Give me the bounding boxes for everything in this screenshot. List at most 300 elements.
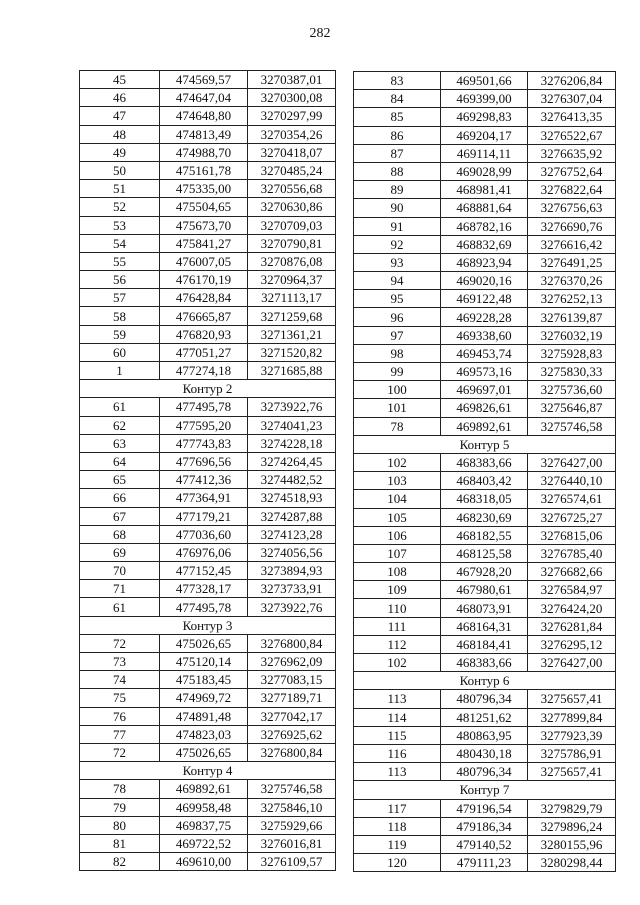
point-number-cell: 116: [354, 744, 441, 762]
point-number-cell: 65: [80, 471, 160, 489]
table-row: [80, 125, 336, 143]
x-coordinate-cell: 476007,05: [160, 252, 248, 270]
point-number-cell: 81: [80, 834, 160, 852]
x-coordinate-cell: 469501,66: [441, 72, 528, 90]
table-row: [354, 108, 616, 126]
table-row: [80, 107, 336, 125]
y-coordinate-cell: 3277083,15: [248, 671, 336, 689]
point-number-cell: 113: [354, 690, 441, 708]
coordinates-table-right: [353, 71, 616, 872]
y-coordinate-cell: 3274123,28: [248, 525, 336, 543]
x-coordinate-cell: 468073,91: [441, 599, 528, 617]
table-row: [354, 453, 616, 471]
x-coordinate-cell: 475026,65: [160, 743, 248, 761]
y-coordinate-cell: 3270387,01: [248, 71, 336, 89]
section-header-row: [354, 781, 616, 799]
table-row: [354, 235, 616, 253]
x-coordinate-cell: 468182,55: [441, 526, 528, 544]
x-coordinate-cell: 480430,18: [441, 744, 528, 762]
y-coordinate-cell: 3275746,58: [248, 780, 336, 798]
x-coordinate-cell: 481251,62: [441, 708, 528, 726]
table-row: [80, 143, 336, 161]
section-header-row: [354, 672, 616, 690]
point-number-cell: 105: [354, 508, 441, 526]
x-coordinate-cell: 467980,61: [441, 581, 528, 599]
point-number-cell: 102: [354, 453, 441, 471]
point-number-cell: 49: [80, 143, 160, 161]
coordinates-table-left: [79, 70, 336, 871]
table-row: [80, 798, 336, 816]
point-number-cell: 94: [354, 272, 441, 290]
y-coordinate-cell: 3275657,41: [528, 690, 616, 708]
x-coordinate-cell: 475161,78: [160, 161, 248, 179]
x-coordinate-cell: 469892,61: [441, 417, 528, 435]
x-coordinate-cell: 469697,01: [441, 381, 528, 399]
table-row: [354, 654, 616, 672]
x-coordinate-cell: 468923,94: [441, 253, 528, 271]
x-coordinate-cell: 477328,17: [160, 580, 248, 598]
point-number-cell: 96: [354, 308, 441, 326]
point-number-cell: 119: [354, 835, 441, 853]
x-coordinate-cell: 474647,04: [160, 89, 248, 107]
x-coordinate-cell: 474569,57: [160, 71, 248, 89]
y-coordinate-cell: 3274056,56: [248, 543, 336, 561]
y-coordinate-cell: 3274041,23: [248, 416, 336, 434]
y-coordinate-cell: 3276491,25: [528, 253, 616, 271]
table-row: [80, 634, 336, 652]
table-row: [80, 198, 336, 216]
table-row: [80, 325, 336, 343]
y-coordinate-cell: 3270964,37: [248, 271, 336, 289]
y-coordinate-cell: 3270790,81: [248, 234, 336, 252]
x-coordinate-cell: 475026,65: [160, 634, 248, 652]
point-number-cell: 54: [80, 234, 160, 252]
point-number-cell: 59: [80, 325, 160, 343]
y-coordinate-cell: 3276295,12: [528, 635, 616, 653]
point-number-cell: 48: [80, 125, 160, 143]
x-coordinate-cell: 469958,48: [160, 798, 248, 816]
point-number-cell: 1: [80, 362, 160, 380]
point-number-cell: 104: [354, 490, 441, 508]
table-row: [80, 689, 336, 707]
x-coordinate-cell: 468318,05: [441, 490, 528, 508]
x-coordinate-cell: 477364,91: [160, 489, 248, 507]
y-coordinate-cell: 3276725,27: [528, 508, 616, 526]
point-number-cell: 118: [354, 817, 441, 835]
point-number-cell: 71: [80, 580, 160, 598]
table-row: [80, 834, 336, 852]
point-number-cell: 57: [80, 289, 160, 307]
y-coordinate-cell: 3276522,67: [528, 126, 616, 144]
y-coordinate-cell: 3276032,19: [528, 326, 616, 344]
point-number-cell: 51: [80, 180, 160, 198]
x-coordinate-cell: 469020,16: [441, 272, 528, 290]
table-row: [80, 780, 336, 798]
y-coordinate-cell: 3277189,71: [248, 689, 336, 707]
table-row: [80, 180, 336, 198]
table-row: [80, 398, 336, 416]
table-row: [80, 434, 336, 452]
x-coordinate-cell: 469399,00: [441, 90, 528, 108]
x-coordinate-cell: 477412,36: [160, 471, 248, 489]
table-row: [354, 690, 616, 708]
y-coordinate-cell: 3275928,83: [528, 344, 616, 362]
x-coordinate-cell: 469573,16: [441, 363, 528, 381]
x-coordinate-cell: 479196,54: [441, 799, 528, 817]
point-number-cell: 67: [80, 507, 160, 525]
x-coordinate-cell: 480796,34: [441, 763, 528, 781]
table-row: [80, 543, 336, 561]
point-number-cell: 61: [80, 398, 160, 416]
point-number-cell: 53: [80, 216, 160, 234]
table-row: [80, 161, 336, 179]
x-coordinate-cell: 469228,28: [441, 308, 528, 326]
table-row: [354, 526, 616, 544]
point-number-cell: 78: [354, 417, 441, 435]
x-coordinate-cell: 475504,65: [160, 198, 248, 216]
point-number-cell: 47: [80, 107, 160, 125]
y-coordinate-cell: 3270876,08: [248, 252, 336, 270]
y-coordinate-cell: 3277899,84: [528, 708, 616, 726]
point-number-cell: 50: [80, 161, 160, 179]
x-coordinate-cell: 477595,20: [160, 416, 248, 434]
table-row: [80, 853, 336, 871]
y-coordinate-cell: 3276690,76: [528, 217, 616, 235]
point-number-cell: 89: [354, 181, 441, 199]
table-row: [80, 471, 336, 489]
table-row: [354, 181, 616, 199]
point-number-cell: 58: [80, 307, 160, 325]
point-number-cell: 87: [354, 144, 441, 162]
y-coordinate-cell: 3275646,87: [528, 399, 616, 417]
table-row: [354, 162, 616, 180]
point-number-cell: 92: [354, 235, 441, 253]
y-coordinate-cell: 3276440,10: [528, 472, 616, 490]
table-row: [80, 252, 336, 270]
y-coordinate-cell: 3273922,76: [248, 398, 336, 416]
section-header-row: [354, 435, 616, 453]
y-coordinate-cell: 3273733,91: [248, 580, 336, 598]
y-coordinate-cell: 3275746,58: [528, 417, 616, 435]
table-row: [354, 817, 616, 835]
point-number-cell: 83: [354, 72, 441, 90]
y-coordinate-cell: 3279896,24: [528, 817, 616, 835]
x-coordinate-cell: 474823,03: [160, 725, 248, 743]
table-row: [80, 452, 336, 470]
point-number-cell: 64: [80, 452, 160, 470]
x-coordinate-cell: 469826,61: [441, 399, 528, 417]
x-coordinate-cell: 475120,14: [160, 653, 248, 671]
x-coordinate-cell: 467928,20: [441, 563, 528, 581]
table-row: [354, 344, 616, 362]
x-coordinate-cell: 469122,48: [441, 290, 528, 308]
y-coordinate-cell: 3279829,79: [528, 799, 616, 817]
point-number-cell: 68: [80, 525, 160, 543]
y-coordinate-cell: 3276427,00: [528, 453, 616, 471]
point-number-cell: 108: [354, 563, 441, 581]
table-row: [80, 598, 336, 616]
point-number-cell: 80: [80, 816, 160, 834]
y-coordinate-cell: 3276109,57: [248, 853, 336, 871]
y-coordinate-cell: 3276206,84: [528, 72, 616, 90]
x-coordinate-cell: 476665,87: [160, 307, 248, 325]
x-coordinate-cell: 474813,49: [160, 125, 248, 143]
table-row: [354, 308, 616, 326]
point-number-cell: 98: [354, 344, 441, 362]
y-coordinate-cell: 3277042,17: [248, 707, 336, 725]
x-coordinate-cell: 468832,69: [441, 235, 528, 253]
table-row: [354, 854, 616, 872]
point-number-cell: 77: [80, 725, 160, 743]
section-title: Контур 2: [80, 380, 336, 398]
x-coordinate-cell: 469610,00: [160, 853, 248, 871]
x-coordinate-cell: 477051,27: [160, 343, 248, 361]
table-row: [354, 381, 616, 399]
point-number-cell: 114: [354, 708, 441, 726]
y-coordinate-cell: 3276616,42: [528, 235, 616, 253]
point-number-cell: 74: [80, 671, 160, 689]
x-coordinate-cell: 469453,74: [441, 344, 528, 362]
y-coordinate-cell: 3270300,08: [248, 89, 336, 107]
point-number-cell: 79: [80, 798, 160, 816]
x-coordinate-cell: 468125,58: [441, 544, 528, 562]
x-coordinate-cell: 469722,52: [160, 834, 248, 852]
x-coordinate-cell: 475183,45: [160, 671, 248, 689]
y-coordinate-cell: 3276785,40: [528, 544, 616, 562]
point-number-cell: 78: [80, 780, 160, 798]
y-coordinate-cell: 3271685,88: [248, 362, 336, 380]
x-coordinate-cell: 477743,83: [160, 434, 248, 452]
table-row: [80, 416, 336, 434]
x-coordinate-cell: 480796,34: [441, 690, 528, 708]
y-coordinate-cell: 3276413,35: [528, 108, 616, 126]
y-coordinate-cell: 3276800,84: [248, 634, 336, 652]
page-number: 282: [309, 26, 331, 41]
point-number-cell: 60: [80, 343, 160, 361]
y-coordinate-cell: 3270297,99: [248, 107, 336, 125]
x-coordinate-cell: 474988,70: [160, 143, 248, 161]
table-row: [354, 617, 616, 635]
x-coordinate-cell: 477495,78: [160, 398, 248, 416]
x-coordinate-cell: 474648,80: [160, 107, 248, 125]
table-row: [80, 525, 336, 543]
table-row: [80, 289, 336, 307]
table-row: [80, 271, 336, 289]
table-row: [354, 763, 616, 781]
table-row: [80, 707, 336, 725]
section-header-row: [80, 380, 336, 398]
y-coordinate-cell: 3276252,13: [528, 290, 616, 308]
section-title: Контур 3: [80, 616, 336, 634]
y-coordinate-cell: 3276307,04: [528, 90, 616, 108]
section-title: Контур 7: [354, 781, 616, 799]
point-number-cell: 45: [80, 71, 160, 89]
point-number-cell: 61: [80, 598, 160, 616]
table-row: [80, 362, 336, 380]
point-number-cell: 93: [354, 253, 441, 271]
x-coordinate-cell: 468881,64: [441, 199, 528, 217]
y-coordinate-cell: 3276962,09: [248, 653, 336, 671]
y-coordinate-cell: 3274482,52: [248, 471, 336, 489]
x-coordinate-cell: 468230,69: [441, 508, 528, 526]
point-number-cell: 120: [354, 854, 441, 872]
y-coordinate-cell: 3275736,60: [528, 381, 616, 399]
y-coordinate-cell: 3274228,18: [248, 434, 336, 452]
table-row: [354, 708, 616, 726]
table-row: [354, 490, 616, 508]
y-coordinate-cell: 3275830,33: [528, 363, 616, 381]
point-number-cell: 90: [354, 199, 441, 217]
point-number-cell: 110: [354, 599, 441, 617]
table-row: [354, 799, 616, 817]
table-row: [80, 671, 336, 689]
point-number-cell: 82: [80, 853, 160, 871]
table-row: [354, 253, 616, 271]
point-number-cell: 66: [80, 489, 160, 507]
point-number-cell: 62: [80, 416, 160, 434]
y-coordinate-cell: 3270709,03: [248, 216, 336, 234]
x-coordinate-cell: 468782,16: [441, 217, 528, 235]
x-coordinate-cell: 477152,45: [160, 562, 248, 580]
point-number-cell: 100: [354, 381, 441, 399]
point-number-cell: 117: [354, 799, 441, 817]
y-coordinate-cell: 3275657,41: [528, 763, 616, 781]
point-number-cell: 91: [354, 217, 441, 235]
table-row: [354, 744, 616, 762]
y-coordinate-cell: 3276016,81: [248, 834, 336, 852]
section-header-row: [80, 616, 336, 634]
y-coordinate-cell: 3276424,20: [528, 599, 616, 617]
y-coordinate-cell: 3276800,84: [248, 743, 336, 761]
x-coordinate-cell: 476428,84: [160, 289, 248, 307]
point-number-cell: 70: [80, 562, 160, 580]
point-number-cell: 84: [354, 90, 441, 108]
x-coordinate-cell: 475673,70: [160, 216, 248, 234]
point-number-cell: 52: [80, 198, 160, 216]
section-title: Контур 4: [80, 762, 336, 780]
x-coordinate-cell: 468403,42: [441, 472, 528, 490]
point-number-cell: 113: [354, 763, 441, 781]
table-row: [354, 126, 616, 144]
x-coordinate-cell: 479111,23: [441, 854, 528, 872]
point-number-cell: 109: [354, 581, 441, 599]
table-row: [354, 272, 616, 290]
y-coordinate-cell: 3275786,91: [528, 744, 616, 762]
point-number-cell: 111: [354, 617, 441, 635]
y-coordinate-cell: 3276682,66: [528, 563, 616, 581]
table-row: [80, 580, 336, 598]
point-number-cell: 107: [354, 544, 441, 562]
table-row: [80, 343, 336, 361]
point-number-cell: 69: [80, 543, 160, 561]
table-row: [354, 90, 616, 108]
table-row: [354, 217, 616, 235]
y-coordinate-cell: 3270485,24: [248, 161, 336, 179]
y-coordinate-cell: 3271520,82: [248, 343, 336, 361]
y-coordinate-cell: 3276281,84: [528, 617, 616, 635]
y-coordinate-cell: 3275929,66: [248, 816, 336, 834]
section-title: Контур 6: [354, 672, 616, 690]
point-number-cell: 101: [354, 399, 441, 417]
x-coordinate-cell: 479186,34: [441, 817, 528, 835]
point-number-cell: 73: [80, 653, 160, 671]
y-coordinate-cell: 3276925,62: [248, 725, 336, 743]
table-row: [354, 544, 616, 562]
table-row: [354, 326, 616, 344]
y-coordinate-cell: 3270556,68: [248, 180, 336, 198]
x-coordinate-cell: 469892,61: [160, 780, 248, 798]
point-number-cell: 99: [354, 363, 441, 381]
x-coordinate-cell: 469338,60: [441, 326, 528, 344]
table-row: [354, 581, 616, 599]
y-coordinate-cell: 3274518,93: [248, 489, 336, 507]
y-coordinate-cell: 3271361,21: [248, 325, 336, 343]
table-row: [80, 653, 336, 671]
y-coordinate-cell: 3276427,00: [528, 654, 616, 672]
table-row: [354, 599, 616, 617]
x-coordinate-cell: 477179,21: [160, 507, 248, 525]
y-coordinate-cell: 3276370,26: [528, 272, 616, 290]
y-coordinate-cell: 3277923,39: [528, 726, 616, 744]
y-coordinate-cell: 3271259,68: [248, 307, 336, 325]
y-coordinate-cell: 3280155,96: [528, 835, 616, 853]
x-coordinate-cell: 469298,83: [441, 108, 528, 126]
x-coordinate-cell: 468383,66: [441, 453, 528, 471]
y-coordinate-cell: 3273894,93: [248, 562, 336, 580]
table-row: [354, 472, 616, 490]
point-number-cell: 55: [80, 252, 160, 270]
x-coordinate-cell: 474969,72: [160, 689, 248, 707]
x-coordinate-cell: 477696,56: [160, 452, 248, 470]
y-coordinate-cell: 3270418,07: [248, 143, 336, 161]
point-number-cell: 102: [354, 654, 441, 672]
y-coordinate-cell: 3274264,45: [248, 452, 336, 470]
y-coordinate-cell: 3280298,44: [528, 854, 616, 872]
table-row: [354, 290, 616, 308]
table-row: [354, 363, 616, 381]
table-row: [354, 72, 616, 90]
table-row: [80, 216, 336, 234]
table-row: [354, 417, 616, 435]
table-row: [80, 816, 336, 834]
point-number-cell: 75: [80, 689, 160, 707]
point-number-cell: 85: [354, 108, 441, 126]
table-row: [354, 635, 616, 653]
x-coordinate-cell: 477495,78: [160, 598, 248, 616]
y-coordinate-cell: 3276756,63: [528, 199, 616, 217]
y-coordinate-cell: 3270630,86: [248, 198, 336, 216]
point-number-cell: 76: [80, 707, 160, 725]
section-title: Контур 5: [354, 435, 616, 453]
x-coordinate-cell: 480863,95: [441, 726, 528, 744]
point-number-cell: 88: [354, 162, 441, 180]
table-row: [354, 199, 616, 217]
x-coordinate-cell: 469837,75: [160, 816, 248, 834]
point-number-cell: 56: [80, 271, 160, 289]
x-coordinate-cell: 469028,99: [441, 162, 528, 180]
y-coordinate-cell: 3271113,17: [248, 289, 336, 307]
x-coordinate-cell: 476170,19: [160, 271, 248, 289]
table-row: [354, 835, 616, 853]
x-coordinate-cell: 469204,17: [441, 126, 528, 144]
x-coordinate-cell: 475335,00: [160, 180, 248, 198]
x-coordinate-cell: 468383,66: [441, 654, 528, 672]
x-coordinate-cell: 468184,41: [441, 635, 528, 653]
x-coordinate-cell: 477036,60: [160, 525, 248, 543]
table-row: [354, 726, 616, 744]
point-number-cell: 106: [354, 526, 441, 544]
y-coordinate-cell: 3276139,87: [528, 308, 616, 326]
